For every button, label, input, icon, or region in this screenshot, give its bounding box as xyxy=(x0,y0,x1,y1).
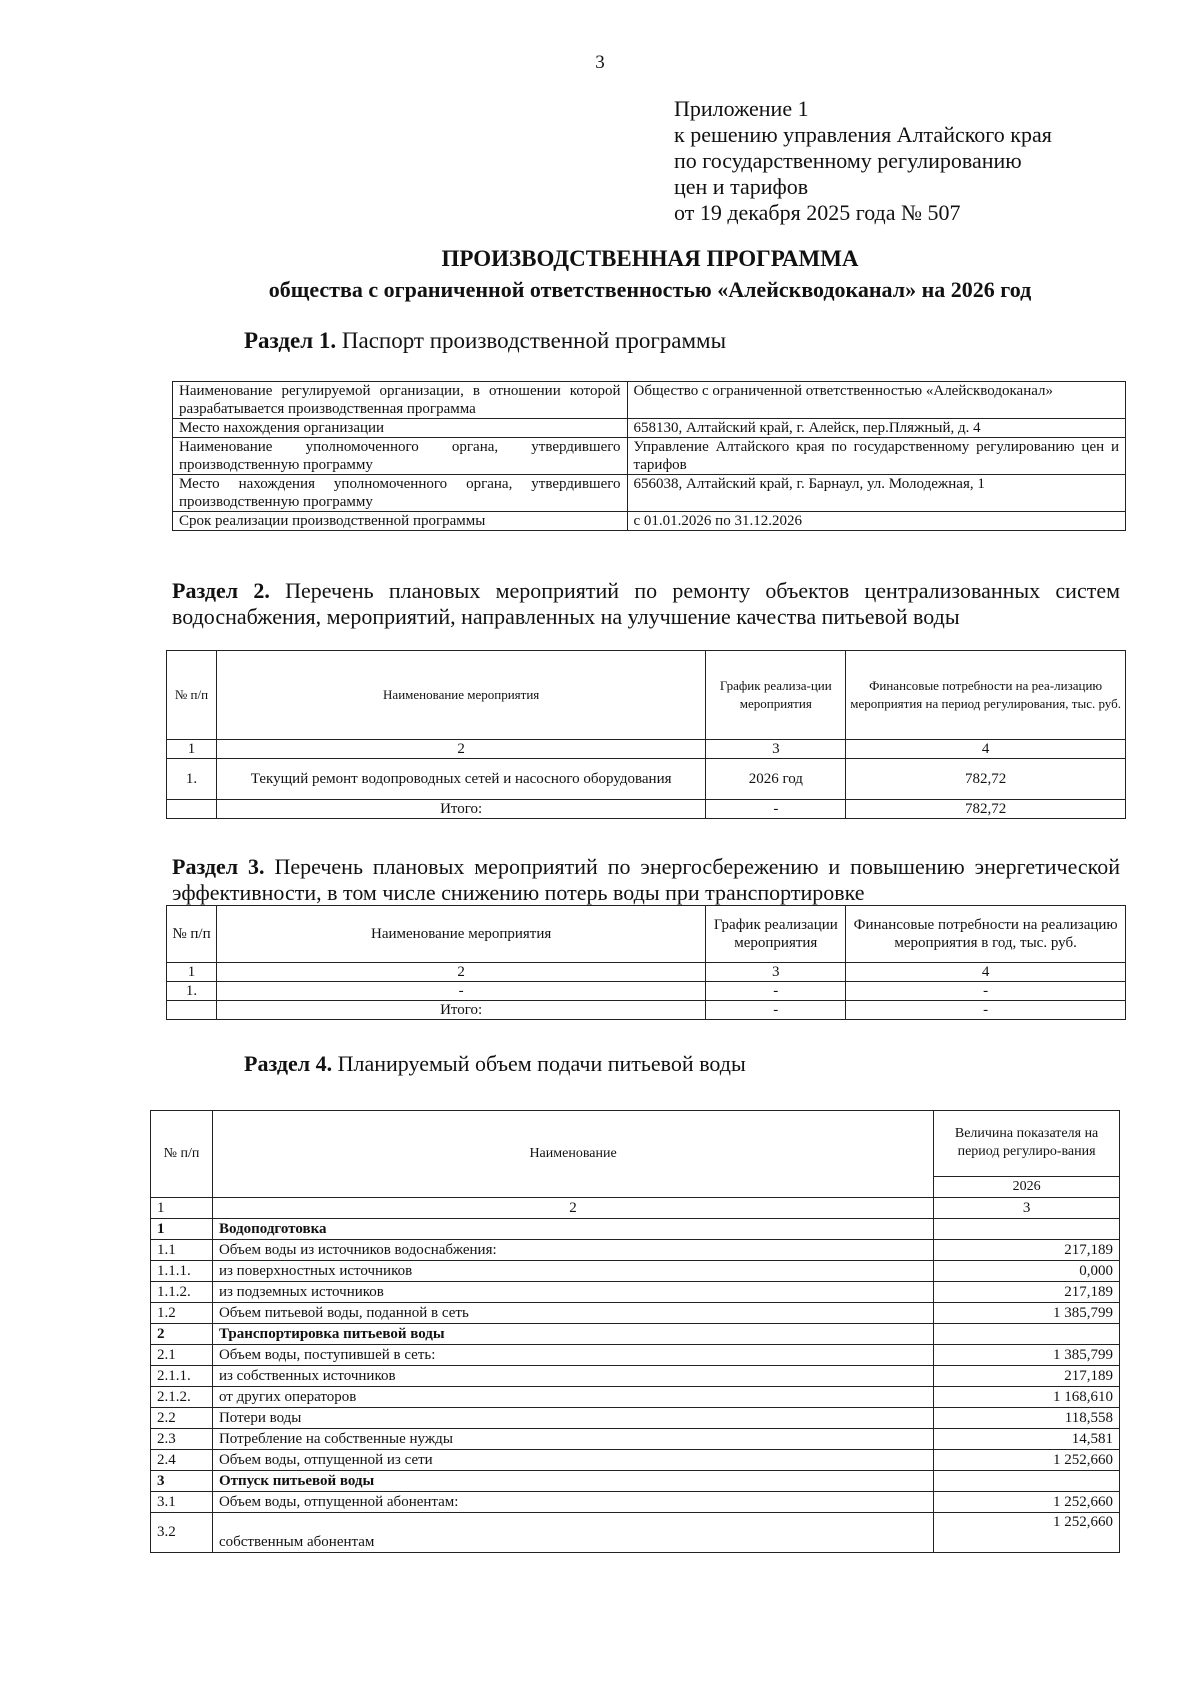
indicator-value xyxy=(934,1324,1120,1345)
appendix-line: от 19 декабря 2025 года № 507 xyxy=(674,200,961,225)
total-label: Итого: xyxy=(216,1001,705,1020)
header-cell: Наименование мероприятия xyxy=(216,906,705,963)
column-number: 3 xyxy=(706,963,846,982)
header-cell: Наименование xyxy=(212,1111,933,1198)
passport-row xyxy=(173,475,1126,512)
total-row xyxy=(167,800,1126,819)
section3-heading xyxy=(172,854,1120,906)
table-row xyxy=(151,1219,1120,1240)
passport-row xyxy=(173,438,1126,475)
row-number: 3.1 xyxy=(151,1492,213,1513)
measure-schedule: 2026 год xyxy=(706,759,846,800)
table-row xyxy=(151,1324,1120,1345)
indicator-value: 217,189 xyxy=(934,1366,1120,1387)
indicator-value xyxy=(934,1219,1120,1240)
appendix-line: по государственному регулированию xyxy=(674,148,1022,173)
passport-value: Управление Алтайского края по государственному регулированию цен и тарифов xyxy=(627,438,1125,475)
passport-value: 656038, Алтайский край, г. Барнаул, ул. Молодежная, 1 xyxy=(627,475,1125,512)
total-schedule: - xyxy=(706,1001,846,1020)
table-row xyxy=(151,1513,1120,1553)
section1-label: Раздел 1. xyxy=(244,328,337,353)
passport-key: Наименование уполномоченного органа, утвердившего производственную программу xyxy=(173,438,628,475)
indicator-value: 0,000 xyxy=(934,1261,1120,1282)
indicator-name: Объем воды, отпущенной абонентам: xyxy=(212,1492,933,1513)
row-number: 2.3 xyxy=(151,1429,213,1450)
indicator-value: 1 385,799 xyxy=(934,1345,1120,1366)
indicator-name: Объем воды, поступившей в сеть: xyxy=(212,1345,933,1366)
table-row xyxy=(151,1387,1120,1408)
section1-title: Паспорт производственной программы xyxy=(341,328,727,353)
passport-key: Место нахождения организации xyxy=(173,419,628,438)
header-cell: Величина показателя на период регулиро-вания xyxy=(934,1111,1120,1177)
row-number: 1.1 xyxy=(151,1240,213,1261)
table-row xyxy=(167,759,1126,800)
section4-label: Раздел 4. xyxy=(244,1051,333,1076)
header-cell: График реализа-ции мероприятия xyxy=(706,651,846,740)
indicator-name: Объем воды из источников водоснабжения: xyxy=(212,1240,933,1261)
row-number: 2.1.1. xyxy=(151,1366,213,1387)
column-number: 2 xyxy=(212,1198,933,1219)
indicator-value: 1 168,610 xyxy=(934,1387,1120,1408)
column-number-row xyxy=(167,963,1126,982)
passport-key: Наименование регулируемой организации, в отношении которой разрабатывается производственная программа xyxy=(173,382,628,419)
measure-name: Текущий ремонт водопроводных сетей и насосного оборудования xyxy=(216,759,705,800)
empty-cell xyxy=(167,800,217,819)
total-amount: - xyxy=(846,1001,1126,1020)
header-cell: График реализации мероприятия xyxy=(706,906,846,963)
header-cell: Наименование мероприятия xyxy=(216,651,705,740)
table-row xyxy=(151,1261,1120,1282)
empty-cell xyxy=(167,1001,217,1020)
column-number: 2 xyxy=(216,740,705,759)
document-title: ПРОИЗВОДСТВЕННАЯ ПРОГРАММА xyxy=(441,246,859,271)
indicator-name: из подземных источников xyxy=(212,1282,933,1303)
indicator-name: Объем питьевой воды, поданной в сеть xyxy=(212,1303,933,1324)
repair-measures-table xyxy=(166,650,1126,819)
header-cell: № п/п xyxy=(167,906,217,963)
indicator-value xyxy=(934,1471,1120,1492)
measure-amount: 782,72 xyxy=(846,759,1126,800)
indicator-value: 1 252,660 xyxy=(934,1513,1120,1553)
passport-value: с 01.01.2026 по 31.12.2026 xyxy=(627,512,1125,531)
indicator-name: Транспортировка питьевой воды xyxy=(212,1324,933,1345)
row-number: 1. xyxy=(167,759,217,800)
row-number: 1 xyxy=(151,1219,213,1240)
indicator-name: Водоподготовка xyxy=(212,1219,933,1240)
passport-value: Общество с ограниченной ответственностью «Алейскводоканал» xyxy=(627,382,1125,419)
energy-saving-table xyxy=(166,905,1126,1020)
table-row xyxy=(151,1471,1120,1492)
table-row xyxy=(151,1240,1120,1261)
table-row xyxy=(151,1303,1120,1324)
column-number-row xyxy=(151,1198,1120,1219)
indicator-value: 1 385,799 xyxy=(934,1303,1120,1324)
section4-title: Планируемый объем подачи питьевой воды xyxy=(337,1051,746,1076)
indicator-name: собственным абонентам xyxy=(212,1513,933,1553)
header-cell: Финансовые потребности на реализацию мероприятия в год, тыс. руб. xyxy=(846,906,1126,963)
column-number: 4 xyxy=(846,963,1126,982)
header-cell: № п/п xyxy=(151,1111,213,1198)
indicator-name: из поверхностных источников xyxy=(212,1261,933,1282)
section2-title: Перечень плановых мероприятий по ремонту объектов централизованных систем водоснабжения, мероприятий, направленных на улучшение качества питьевой воды xyxy=(172,578,1121,629)
indicator-name: от других операторов xyxy=(212,1387,933,1408)
table-row xyxy=(151,1450,1120,1471)
indicator-name: Отпуск питьевой воды xyxy=(212,1471,933,1492)
total-label: Итого: xyxy=(216,800,705,819)
passport-row xyxy=(173,512,1126,531)
section1-heading xyxy=(244,328,726,354)
appendix-header xyxy=(674,96,1052,226)
row-number: 2.2 xyxy=(151,1408,213,1429)
table-header-row xyxy=(167,906,1126,963)
column-number: 3 xyxy=(706,740,846,759)
table-row xyxy=(151,1366,1120,1387)
indicator-value: 217,189 xyxy=(934,1282,1120,1303)
indicator-name: Потери воды xyxy=(212,1408,933,1429)
row-number: 3 xyxy=(151,1471,213,1492)
appendix-line: к решению управления Алтайского края xyxy=(674,122,1052,147)
indicator-name: Потребление на собственные нужды xyxy=(212,1429,933,1450)
table-header-row xyxy=(167,651,1126,740)
column-number: 2 xyxy=(216,963,705,982)
row-number: 2.4 xyxy=(151,1450,213,1471)
row-number: 1.1.2. xyxy=(151,1282,213,1303)
table-row xyxy=(151,1345,1120,1366)
section2-label: Раздел 2. xyxy=(172,578,270,603)
section3-title: Перечень плановых мероприятий по энергосбережению и повышению энергетической эффективности, в том числе снижению потерь воды при транспортировке xyxy=(172,854,1121,905)
table-row xyxy=(151,1408,1120,1429)
passport-key: Срок реализации производственной программы xyxy=(173,512,628,531)
column-number: 4 xyxy=(846,740,1126,759)
passport-row xyxy=(173,382,1126,419)
row-number: 1. xyxy=(167,982,217,1001)
passport-key: Место нахождения уполномоченного органа, утвердившего производственную программу xyxy=(173,475,628,512)
measure-amount: - xyxy=(846,982,1126,1001)
total-schedule: - xyxy=(706,800,846,819)
passport-row xyxy=(173,419,1126,438)
column-number: 3 xyxy=(934,1198,1120,1219)
document-subtitle: общества с ограниченной ответственностью «Алейскводоканал» на 2026 год xyxy=(268,277,1032,302)
indicator-value: 118,558 xyxy=(934,1408,1120,1429)
indicator-value: 1 252,660 xyxy=(934,1450,1120,1471)
indicator-value: 217,189 xyxy=(934,1240,1120,1261)
water-supply-volume-table xyxy=(150,1110,1120,1553)
table-header-row xyxy=(151,1111,1120,1177)
row-number: 3.2 xyxy=(151,1513,213,1553)
appendix-line: цен и тарифов xyxy=(674,174,809,199)
measure-schedule: - xyxy=(706,982,846,1001)
indicator-name: из собственных источников xyxy=(212,1366,933,1387)
header-year: 2026 xyxy=(934,1176,1120,1197)
table-row xyxy=(151,1492,1120,1513)
measure-name: - xyxy=(216,982,705,1001)
row-number: 2.1.2. xyxy=(151,1387,213,1408)
page-number: 3 xyxy=(595,52,605,73)
table-row xyxy=(151,1429,1120,1450)
passport-table xyxy=(172,381,1126,531)
section2-heading xyxy=(172,578,1120,630)
row-number: 1.1.1. xyxy=(151,1261,213,1282)
column-number: 1 xyxy=(167,963,217,982)
column-number: 1 xyxy=(151,1198,213,1219)
table-row xyxy=(167,982,1126,1001)
row-number: 1.2 xyxy=(151,1303,213,1324)
section3-label: Раздел 3. xyxy=(172,854,265,879)
section4-heading xyxy=(244,1051,746,1077)
row-number: 2.1 xyxy=(151,1345,213,1366)
column-number-row xyxy=(167,740,1126,759)
row-number: 2 xyxy=(151,1324,213,1345)
indicator-name: Объем воды, отпущенной из сети xyxy=(212,1450,933,1471)
total-amount: 782,72 xyxy=(846,800,1126,819)
appendix-line: Приложение 1 xyxy=(674,96,809,121)
header-cell: № п/п xyxy=(167,651,217,740)
table-row xyxy=(151,1282,1120,1303)
column-number: 1 xyxy=(167,740,217,759)
header-cell: Финансовые потребности на реа-лизацию мероприятия на период регулирования, тыс. руб. xyxy=(846,651,1126,740)
passport-value: 658130, Алтайский край, г. Алейск, пер.Пляжный, д. 4 xyxy=(627,419,1125,438)
indicator-value: 14,581 xyxy=(934,1429,1120,1450)
total-row xyxy=(167,1001,1126,1020)
indicator-value: 1 252,660 xyxy=(934,1492,1120,1513)
